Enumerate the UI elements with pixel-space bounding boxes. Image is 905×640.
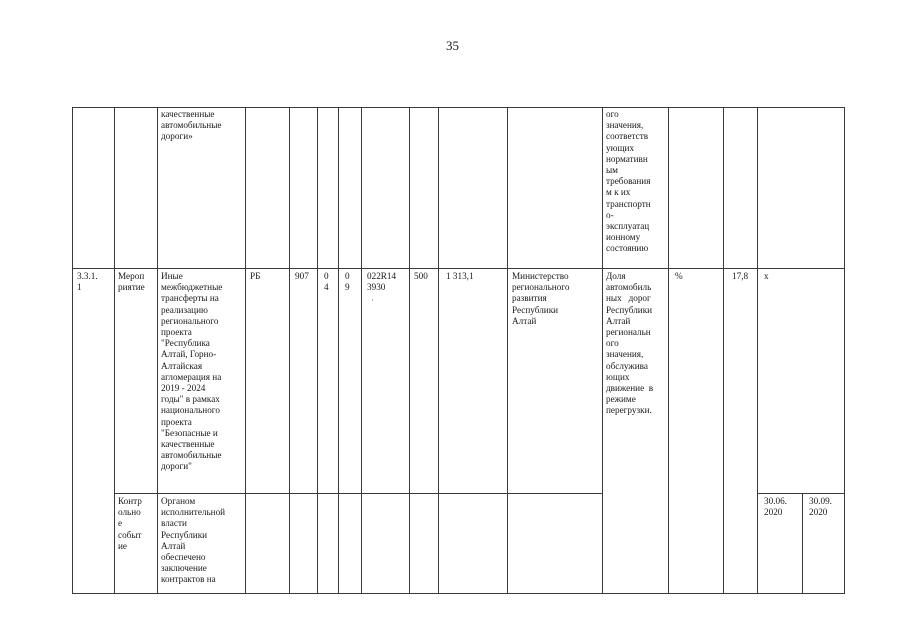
activity-indicator: Доля автомобиль ных дорог Республики Алтай региональн ого значения, обслужива ющих движение в режиме перегрузки.: [606, 271, 654, 416]
activity-executor: Министерство регионального развития Республики Алтай: [512, 271, 570, 326]
col-border: [668, 107, 669, 594]
row-divider-partial: [114, 493, 602, 494]
activity-amount: 1 313,1: [446, 271, 474, 281]
continuation-indicator: ого значения, соответств ующих нормативн ым требования м к их транспортн о- эксплуатац ионному состоянию: [606, 109, 651, 254]
col-border: [602, 107, 603, 594]
activity-code-grbs: 907: [295, 271, 309, 281]
scan-speck: ·: [371, 295, 374, 305]
row-divider: [72, 268, 845, 269]
activity-code-rz: 0 4: [324, 271, 329, 293]
col-border: [157, 107, 158, 594]
col-border: [507, 107, 508, 594]
activity-description: Иные межбюджетные трансферты на реализацию регионального проекта "Республика Алтай, Горно- Алтайская агломерация на 2019 - 2024 годы" в рамках национального проекта "Безопасные и качественные автомобильные дороги": [161, 271, 223, 472]
activity-type: Мероп риятие: [118, 271, 145, 293]
activity-code-vr: 500: [414, 271, 428, 281]
table-bottom-border: [72, 593, 845, 594]
table-top-border: [72, 107, 845, 108]
page-number: 35: [446, 38, 459, 53]
col-border-left: [72, 107, 73, 594]
row-divider-partial-right: [757, 493, 845, 494]
col-border: [114, 107, 115, 594]
col-border: [317, 107, 318, 594]
continuation-description: качественные автомобильные дороги»: [161, 109, 222, 142]
col-border: [409, 107, 410, 594]
control-event-description: Органом исполнительной власти Республики Алтай обеспечено заключение контрактов на: [161, 496, 226, 585]
col-border-partial: [802, 493, 803, 594]
col-border-right: [844, 107, 845, 594]
activity-number: 3.3.1. 1: [77, 271, 98, 293]
col-border: [438, 107, 439, 594]
control-event-date-end: 30.09. 2020: [809, 496, 832, 518]
control-event-date-start: 30.06. 2020: [764, 496, 787, 518]
col-border: [361, 107, 362, 594]
activity-unit: %: [675, 271, 683, 281]
activity-value: 17,8: [732, 271, 749, 281]
activity-mark: х: [764, 271, 769, 281]
activity-funding-source: РБ: [250, 271, 261, 281]
activity-code-csr: 022R14 3930: [367, 271, 397, 293]
activity-code-pr: 0 9: [345, 271, 350, 293]
col-border: [723, 107, 724, 594]
control-event-type: Контр ольно е событ ие: [118, 496, 142, 551]
col-border: [757, 107, 758, 594]
col-border: [338, 107, 339, 594]
col-border: [289, 107, 290, 594]
col-border: [245, 107, 246, 594]
